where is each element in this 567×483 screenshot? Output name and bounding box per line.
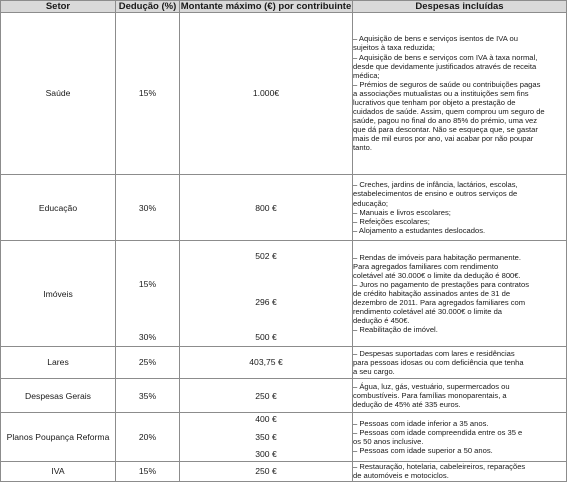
despesa-line: cuidados de saúde. Assim, quem comprou um seguro de [353,107,545,117]
despesa-line: os 50 anos inclusive. [353,436,424,446]
despesa-line: – Despesas suportadas com lares e residências [353,348,515,358]
despesa-line: – Creches, jardins de infância, lactários, escolas, [353,180,518,190]
despesa-line: dezembro de 2011. Para agregados familiares com [353,298,526,308]
despesa-line: Para agregados familiares com rendimento [353,261,499,271]
deducao-cell: 15% [116,13,180,175]
despesa-line: – Água, luz, gás, vestuário, supermercados ou [353,381,510,391]
deducao-cell: 30% [116,174,180,241]
deducao-value: 30% [138,332,157,343]
despesas-cell [353,461,567,481]
despesa-line: educação; [353,198,389,208]
montante-value: 400 € [255,414,277,425]
despesas-cell [353,241,567,346]
setor-cell: Lares [1,346,116,378]
despesa-line: – Aquisição de bens e serviços com IVA à taxa normal, [353,52,538,62]
despesa-line: – Restauração, hotelaria, cabeleireiros, reparações [353,462,526,472]
montante-cell [180,241,353,346]
despesa-line: sujeitos à taxa reduzida; [353,43,435,53]
deducao-cell: 25% [116,346,180,378]
despesa-line: coletável até 30.000€ o limite da dedução é 800€. [353,270,521,280]
despesa-line: – Rendas de imóveis para habitação permanente. [353,252,522,262]
montante-value: 300 € [255,449,277,460]
despesa-line: estabelecimentos de ensino e outros serviços de [353,189,518,199]
montante-cell: 403,75 € [180,346,353,378]
deducao-cell: 15% [116,461,180,481]
montante-cell: 250 € [180,378,353,412]
despesa-line: de crédito habitação assinados antes de 31 de [353,288,511,298]
deducao-cell: 35% [116,378,180,412]
despesas-cell [353,346,567,378]
despesa-line: médica; [353,70,380,80]
despesa-line: dedução de 45% até 335 euros. [353,400,461,410]
setor-cell: Educação [1,174,116,241]
table-row-educacao [1,174,567,241]
montante-value: 500 € [255,332,277,343]
table-row-iva [1,461,567,481]
header-deducao: Dedução (%) [116,1,180,13]
despesa-line: – Pessoas com idade superior a 50 anos. [353,446,493,456]
header-despesas: Despesas incluídas [353,1,567,13]
despesa-line: que dá para descontar. Não se esqueça que, se gastar [353,125,538,135]
montante-cell: 1.000€ [180,13,353,175]
montante-value: 350 € [255,432,277,443]
header-setor: Setor [1,1,116,13]
montante-value: 296 € [255,297,277,308]
despesa-line: combustíveis. Para famílias monoparentais, a [353,391,507,401]
table-row-saude [1,13,567,175]
despesa-line: – Pessoas com idade compreendida entre os 35 e [353,427,523,437]
header-montante: Montante máximo (€) por contribuinte [180,0,352,12]
despesas-cell [353,174,567,241]
despesa-line: – Juros no pagamento de prestações para contratos [353,279,530,289]
despesa-line: de automóveis e motociclos. [353,471,449,481]
despesa-line: para pessoas idosas ou com deficiência que tenha [353,357,524,367]
despesa-line: – Refeições escolares; [353,216,430,226]
header-row [1,1,567,13]
despesa-line: – Reabilitação de imóvel. [353,325,438,335]
table-row-imoveis [1,241,567,346]
montante-cell: 800 € [180,174,353,241]
setor-cell: Planos Poupança Reforma [1,413,116,462]
deducao-value: 15% [138,279,157,290]
setor-cell: Despesas Gerais [1,378,116,412]
despesa-line: a seu cargo. [353,366,395,376]
setor-cell: Imóveis [1,241,116,346]
despesas-cell [353,378,567,412]
table-row-lares [1,346,567,378]
table-row-despesas-gerais [1,378,567,412]
despesa-line: – Prémios de seguros de saúde ou contribuições pagas [353,79,541,89]
despesa-line: tanto. [353,143,372,153]
despesa-line: dedução é 450€. [353,316,410,326]
despesa-line: – Aquisição de bens e serviços isentos de IVA ou [353,34,518,44]
despesa-line: – Alojamento a estudantes deslocados. [353,225,486,235]
despesa-line: saúde, pagou no final do ano 85% do prémio, uma vez [353,116,538,126]
montante-cell: 250 € [180,461,353,481]
montante-cell [180,413,353,462]
despesa-line: desde que devidamente justificados através de receita [353,61,537,71]
table-row-ppr [1,413,567,462]
deducao-cell [116,241,180,346]
setor-cell: IVA [1,461,116,481]
despesas-cell [353,13,567,175]
despesa-line: lucrativos que tenham por objeto a prestação de [353,98,516,107]
despesa-line: a associações mutualistas ou a instituições sem fins [353,88,529,98]
deducao-cell: 20% [116,413,180,462]
despesa-line: rendimento coletável até 30.000€ o limite da [353,307,503,317]
despesa-line: – Manuais e livros escolares; [353,207,451,217]
setor-cell: Saúde [1,13,116,175]
despesa-line: – Pessoas com idade inferior a 35 anos. [353,418,489,428]
despesas-cell [353,413,567,462]
montante-value: 502 € [255,251,277,262]
despesa-line: mais de mil euros por ano, vai acabar por não poupar [353,134,534,144]
